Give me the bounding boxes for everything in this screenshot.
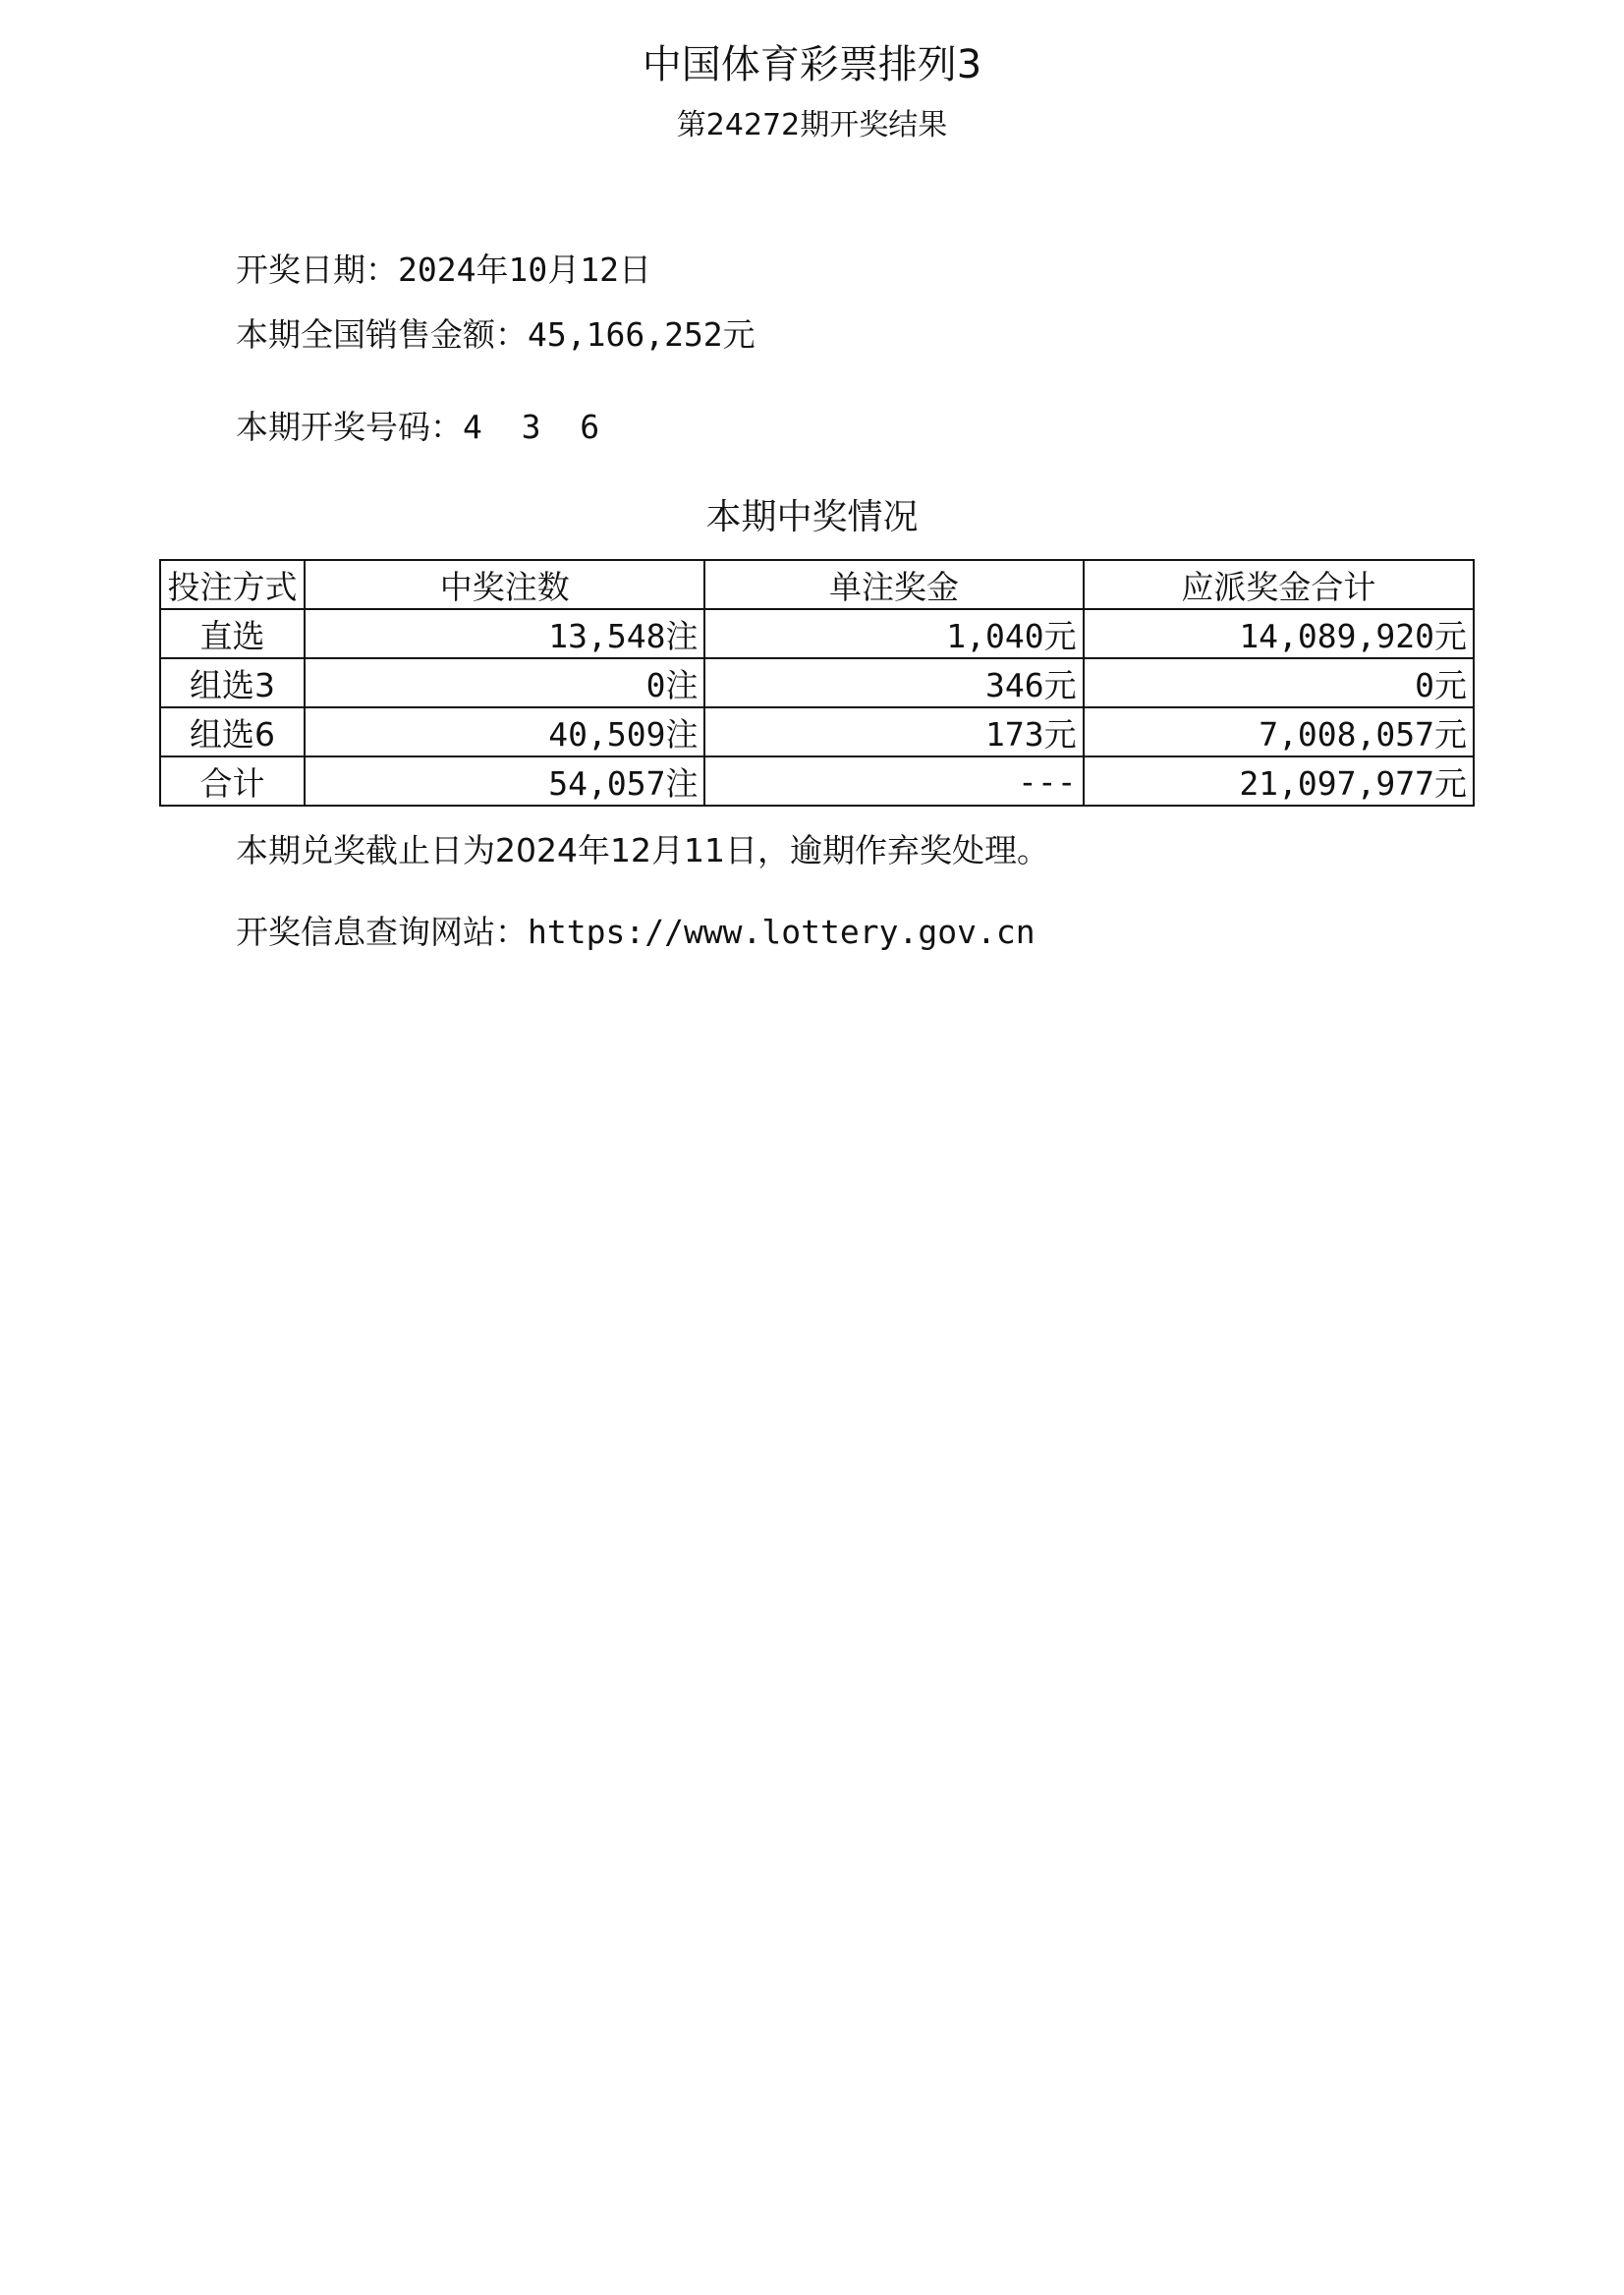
column-header-bet-type: 投注方式 xyxy=(160,560,305,609)
total-prize-cell: 7,008,057元 xyxy=(1084,707,1474,756)
bet-type-cell: 组选6 xyxy=(160,707,305,756)
column-header-total-prize: 应派奖金合计 xyxy=(1084,560,1474,609)
sales-value: 45,166,252元 xyxy=(528,315,756,354)
draw-date-line xyxy=(236,248,651,293)
claim-deadline-notice: 本期兑奖截止日为2024年12月11日，逾期作弃奖处理。 xyxy=(236,831,1049,869)
draw-date-label: 开奖日期： xyxy=(236,251,398,289)
sales-label: 本期全国销售金额： xyxy=(236,315,528,354)
website-line xyxy=(236,910,1036,955)
total-prize-cell: 14,089,920元 xyxy=(1084,609,1474,658)
win-count-cell: 0注 xyxy=(305,658,704,707)
unit-prize-cell: 346元 xyxy=(704,658,1083,707)
table-row xyxy=(160,658,1474,707)
total-prize-cell: 21,097,977元 xyxy=(1084,756,1474,806)
table-header-row xyxy=(160,560,1474,609)
page-title: 中国体育彩票排列3 xyxy=(642,42,982,87)
winning-numbers-value: 4 3 6 xyxy=(463,408,600,446)
table-row xyxy=(160,707,1474,756)
website-label: 开奖信息查询网站： xyxy=(236,913,528,951)
win-count-cell: 54,057注 xyxy=(305,756,704,806)
win-count-cell: 13,548注 xyxy=(305,609,704,658)
unit-prize-cell: 173元 xyxy=(704,707,1083,756)
prize-section-title: 本期中奖情况 xyxy=(705,497,919,537)
column-header-unit-prize: 单注奖金 xyxy=(704,560,1083,609)
bet-type-cell: 组选3 xyxy=(160,658,305,707)
draw-date-value: 2024年10月12日 xyxy=(398,251,651,289)
table-row xyxy=(160,756,1474,806)
unit-prize-cell: 1,040元 xyxy=(704,609,1083,658)
win-count-cell: 40,509注 xyxy=(305,707,704,756)
draw-issue-subtitle: 第24272期开奖结果 xyxy=(676,108,948,142)
unit-prize-cell: --- xyxy=(704,756,1083,806)
website-link[interactable]: https://www.lottery.gov.cn xyxy=(528,913,1036,951)
total-prize-cell: 0元 xyxy=(1084,658,1474,707)
bet-type-cell: 直选 xyxy=(160,609,305,658)
bet-type-cell: 合计 xyxy=(160,756,305,806)
sales-line xyxy=(236,312,756,358)
table-row xyxy=(160,609,1474,658)
prize-table xyxy=(159,559,1475,807)
column-header-win-count: 中奖注数 xyxy=(305,560,704,609)
winning-numbers-line xyxy=(236,405,599,450)
winning-numbers-label: 本期开奖号码： xyxy=(236,408,463,446)
